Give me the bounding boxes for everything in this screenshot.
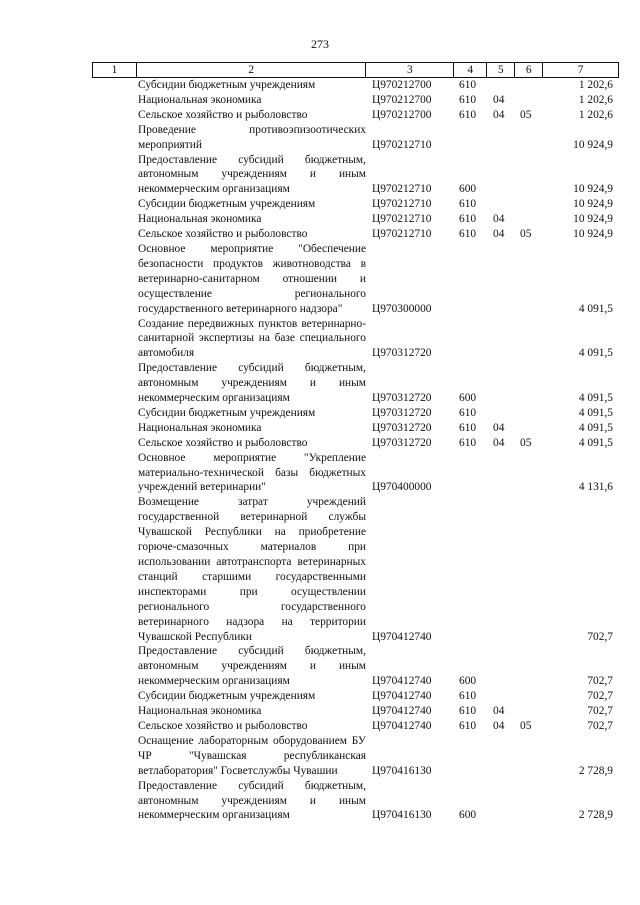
row-name-text: Сельское хозяйство и рыболовство	[138, 719, 308, 732]
row-vr-cell	[454, 317, 487, 362]
row-rz-cell	[487, 644, 515, 689]
row-code-text: Ц970312720	[372, 436, 432, 449]
page-number: 273	[311, 37, 329, 51]
row-sum-cell	[543, 406, 619, 421]
row-pr-cell	[515, 406, 543, 421]
row-pr-cell	[515, 227, 543, 242]
row-name-cell	[136, 78, 366, 93]
row-code-text: Ц970312720	[372, 406, 432, 419]
row-rz-text: 04	[493, 228, 505, 241]
row-col1-cell	[92, 451, 136, 496]
row-code-text: Ц970300000	[372, 302, 432, 315]
row-code-cell	[366, 704, 454, 719]
row-name-cell	[136, 704, 366, 719]
row-name-text: Национальная экономика	[138, 93, 262, 106]
row-sum-cell	[543, 704, 619, 719]
column-header-6: 6	[515, 63, 543, 77]
row-code-cell	[366, 436, 454, 451]
column-header-4: 4	[454, 63, 487, 77]
row-name-text: Предоставление субсидий бюджетным, автономным учреждениям и иным некоммерческим организациям	[138, 779, 366, 822]
row-rz-text: 04	[493, 719, 505, 732]
row-name-cell	[136, 212, 366, 227]
row-vr-text: 610	[459, 705, 477, 718]
row-name-text: Предоставление субсидий бюджетным, автономным учреждениям и иным некоммерческим организациям	[138, 362, 366, 405]
row-sum-cell	[543, 153, 619, 198]
row-name-text: Создание передвижных пунктов ветеринарно-санитарной экспертизы на базе специального автомобиля	[138, 317, 366, 360]
row-vr-cell	[454, 153, 487, 198]
row-name-cell	[136, 436, 366, 451]
row-sum-text: 10 924,9	[573, 198, 613, 211]
row-rz-text: 04	[493, 421, 505, 434]
row-sum-cell	[543, 451, 619, 496]
row-name-cell	[136, 361, 366, 406]
row-pr-cell	[515, 495, 543, 644]
table-body	[92, 78, 619, 823]
row-pr-cell	[515, 317, 543, 362]
row-sum-text: 702,7	[587, 630, 613, 643]
row-sum-text: 2 728,9	[578, 809, 613, 822]
row-pr-cell	[515, 93, 543, 108]
row-code-text: Ц970312720	[372, 347, 432, 360]
table-row	[92, 78, 619, 93]
row-col1-cell	[92, 123, 136, 153]
row-vr-cell	[454, 78, 487, 93]
row-name-text: Сельское хозяйство и рыболовство	[138, 108, 308, 121]
table-row	[92, 317, 619, 362]
row-name-text: Национальная экономика	[138, 213, 262, 226]
row-sum-text: 1 202,6	[578, 79, 613, 91]
table-row	[92, 734, 619, 779]
column-header-5: 5	[487, 63, 515, 77]
row-vr-text: 600	[459, 809, 477, 822]
row-rz-cell	[487, 93, 515, 108]
row-code-cell	[366, 197, 454, 212]
row-vr-cell	[454, 212, 487, 227]
row-name-text: Национальная экономика	[138, 705, 262, 718]
row-col1-cell	[92, 495, 136, 644]
table-row	[92, 212, 619, 227]
row-vr-cell	[454, 361, 487, 406]
table-row	[92, 719, 619, 734]
row-rz-cell	[487, 361, 515, 406]
row-sum-cell	[543, 644, 619, 689]
row-rz-cell	[487, 719, 515, 734]
row-sum-text: 10 924,9	[573, 183, 613, 196]
row-sum-text: 2 728,9	[578, 764, 613, 777]
row-code-text: Ц970400000	[372, 481, 432, 494]
row-sum-text: 4 091,5	[578, 406, 613, 419]
row-sum-text: 4 091,5	[578, 436, 613, 449]
row-rz-cell	[487, 197, 515, 212]
row-name-cell	[136, 197, 366, 212]
row-vr-cell	[454, 421, 487, 436]
row-sum-cell	[543, 779, 619, 824]
table-header	[92, 62, 619, 78]
row-col1-cell	[92, 93, 136, 108]
table-row	[92, 242, 619, 317]
row-vr-cell	[454, 779, 487, 824]
row-vr-text: 610	[459, 406, 477, 419]
column-header-2: 2	[137, 63, 367, 77]
row-pr-cell	[515, 212, 543, 227]
row-code-text: Ц970412740	[372, 690, 432, 703]
row-name-cell	[136, 644, 366, 689]
row-col1-cell	[92, 212, 136, 227]
row-col1-cell	[92, 436, 136, 451]
row-sum-text: 10 924,9	[573, 138, 613, 151]
row-sum-text: 4 091,5	[578, 392, 613, 405]
row-code-cell	[366, 451, 454, 496]
row-code-cell	[366, 644, 454, 689]
row-code-text: Ц970412740	[372, 630, 432, 643]
row-rz-cell	[487, 436, 515, 451]
row-col1-cell	[92, 704, 136, 719]
row-code-cell	[366, 361, 454, 406]
row-name-text: Проведение противоэпизоотических мероприятий	[138, 123, 366, 151]
row-rz-cell	[487, 704, 515, 719]
row-name-cell	[136, 451, 366, 496]
table-row	[92, 644, 619, 689]
row-name-cell	[136, 153, 366, 198]
row-code-cell	[366, 93, 454, 108]
row-sum-cell	[543, 495, 619, 644]
row-sum-text: 702,7	[587, 705, 613, 718]
row-name-cell	[136, 719, 366, 734]
row-name-text: Субсидии бюджетным учреждениям	[138, 690, 316, 703]
row-rz-cell	[487, 227, 515, 242]
table-row	[92, 108, 619, 123]
row-name-text: Субсидии бюджетным учреждениям	[138, 198, 316, 211]
row-name-cell	[136, 317, 366, 362]
row-col1-cell	[92, 108, 136, 123]
row-rz-text: 04	[493, 93, 505, 106]
row-col1-cell	[92, 689, 136, 704]
row-code-text: Ц970212710	[372, 138, 432, 151]
row-vr-cell	[454, 644, 487, 689]
row-vr-text: 610	[459, 690, 477, 703]
row-name-text: Субсидии бюджетным учреждениям	[138, 79, 316, 91]
row-pr-cell	[515, 78, 543, 93]
row-pr-cell	[515, 689, 543, 704]
row-code-text: Ц970212710	[372, 183, 432, 196]
row-vr-cell	[454, 689, 487, 704]
row-pr-cell	[515, 451, 543, 496]
table-row	[92, 495, 619, 644]
row-code-text: Ц970412740	[372, 719, 432, 732]
row-code-cell	[366, 212, 454, 227]
row-sum-cell	[543, 227, 619, 242]
row-rz-text: 04	[493, 213, 505, 226]
row-code-text: Ц970416130	[372, 809, 432, 822]
row-code-cell	[366, 495, 454, 644]
row-col1-cell	[92, 644, 136, 689]
row-vr-text: 600	[459, 675, 477, 688]
row-pr-cell	[515, 361, 543, 406]
row-pr-text: 05	[520, 436, 532, 449]
row-name-text: Национальная экономика	[138, 421, 262, 434]
row-name-text: Предоставление субсидий бюджетным, автономным учреждениям и иным некоммерческим организациям	[138, 645, 366, 688]
row-vr-cell	[454, 451, 487, 496]
row-sum-text: 702,7	[587, 719, 613, 732]
row-rz-cell	[487, 123, 515, 153]
row-vr-cell	[454, 197, 487, 212]
row-sum-text: 1 202,6	[578, 93, 613, 106]
row-col1-cell	[92, 361, 136, 406]
row-code-text: Ц970312720	[372, 421, 432, 434]
row-sum-cell	[543, 242, 619, 317]
row-pr-text: 05	[520, 719, 532, 732]
row-sum-text: 10 924,9	[573, 213, 613, 226]
row-code-cell	[366, 78, 454, 93]
row-name-text: Предоставление субсидий бюджетным, автономным учреждениям и иным некоммерческим организациям	[138, 153, 366, 196]
row-sum-cell	[543, 93, 619, 108]
row-col1-cell	[92, 153, 136, 198]
row-code-text: Ц970312720	[372, 392, 432, 405]
table-row	[92, 197, 619, 212]
row-sum-text: 702,7	[587, 675, 613, 688]
row-name-cell	[136, 123, 366, 153]
row-col1-cell	[92, 317, 136, 362]
row-name-cell	[136, 108, 366, 123]
row-name-text: Субсидии бюджетным учреждениям	[138, 406, 316, 419]
row-rz-cell	[487, 495, 515, 644]
row-code-cell	[366, 123, 454, 153]
row-sum-cell	[543, 719, 619, 734]
row-code-text: Ц970212710	[372, 228, 432, 241]
table-row	[92, 123, 619, 153]
row-rz-cell	[487, 689, 515, 704]
row-vr-text: 610	[459, 213, 477, 226]
column-header-3: 3	[366, 63, 454, 77]
row-rz-cell	[487, 242, 515, 317]
row-code-cell	[366, 406, 454, 421]
row-sum-text: 1 202,6	[578, 108, 613, 121]
row-rz-cell	[487, 734, 515, 779]
row-sum-text: 10 924,9	[573, 228, 613, 241]
row-sum-cell	[543, 689, 619, 704]
table-row	[92, 704, 619, 719]
row-vr-cell	[454, 108, 487, 123]
row-code-cell	[366, 421, 454, 436]
row-name-text: Оснащение лабораторным оборудованием БУ ЧР "Чувашская республиканская ветлаборатория" Госветслужбы Чувашии	[138, 734, 366, 777]
row-name-cell	[136, 495, 366, 644]
row-pr-cell	[515, 421, 543, 436]
row-pr-cell	[515, 644, 543, 689]
row-rz-text: 04	[493, 436, 505, 449]
row-code-text: Ц970212710	[372, 198, 432, 211]
row-pr-cell	[515, 436, 543, 451]
row-vr-cell	[454, 436, 487, 451]
row-code-cell	[366, 734, 454, 779]
row-sum-text: 4 091,5	[578, 347, 613, 360]
row-name-text: Сельское хозяйство и рыболовство	[138, 228, 308, 241]
row-pr-cell	[515, 153, 543, 198]
table-row	[92, 451, 619, 496]
row-sum-cell	[543, 734, 619, 779]
row-code-cell	[366, 108, 454, 123]
row-name-cell	[136, 734, 366, 779]
row-pr-text: 05	[520, 228, 532, 241]
row-pr-cell	[515, 734, 543, 779]
row-code-text: Ц970412740	[372, 675, 432, 688]
row-sum-cell	[543, 197, 619, 212]
row-pr-cell	[515, 779, 543, 824]
row-name-cell	[136, 779, 366, 824]
table-row	[92, 227, 619, 242]
row-vr-cell	[454, 242, 487, 317]
row-code-text: Ц970212700	[372, 93, 432, 106]
table-row	[92, 779, 619, 824]
row-name-text: Основное мероприятие "Обеспечение безопасности продуктов животноводства в ветеринарно-санитарном отношении и осуществление регионального государственного ветеринарного надзора"	[138, 242, 366, 315]
row-sum-cell	[543, 436, 619, 451]
row-code-text: Ц970212710	[372, 213, 432, 226]
row-pr-cell	[515, 197, 543, 212]
table-row	[92, 361, 619, 406]
row-rz-cell	[487, 317, 515, 362]
table-row	[92, 421, 619, 436]
row-name-cell	[136, 421, 366, 436]
row-vr-text: 610	[459, 198, 477, 211]
row-col1-cell	[92, 227, 136, 242]
row-vr-cell	[454, 227, 487, 242]
row-vr-text: 610	[459, 719, 477, 732]
column-header-1: 1	[93, 63, 137, 77]
row-code-cell	[366, 779, 454, 824]
row-pr-cell	[515, 242, 543, 317]
row-sum-cell	[543, 123, 619, 153]
column-header-7: 7	[543, 63, 619, 77]
row-name-cell	[136, 689, 366, 704]
row-vr-text: 610	[459, 79, 477, 91]
row-rz-cell	[487, 212, 515, 227]
budget-table	[92, 62, 619, 823]
row-vr-cell	[454, 123, 487, 153]
row-code-cell	[366, 689, 454, 704]
row-sum-text: 4 091,5	[578, 421, 613, 434]
row-code-text: Ц970212700	[372, 108, 432, 121]
row-name-cell	[136, 227, 366, 242]
row-rz-text: 04	[493, 108, 505, 121]
row-col1-cell	[92, 197, 136, 212]
row-col1-cell	[92, 406, 136, 421]
row-sum-cell	[543, 317, 619, 362]
row-code-text: Ц970416130	[372, 764, 432, 777]
row-pr-cell	[515, 108, 543, 123]
row-rz-text: 04	[493, 705, 505, 718]
row-vr-text: 600	[459, 183, 477, 196]
row-vr-cell	[454, 734, 487, 779]
row-code-text: Ц970212700	[372, 79, 432, 91]
row-name-text: Сельское хозяйство и рыболовство	[138, 436, 308, 449]
row-vr-text: 610	[459, 93, 477, 106]
table-row	[92, 93, 619, 108]
row-name-text: Основное мероприятие "Укрепление материально-технической базы бюджетных учреждений ветеринарии"	[138, 451, 366, 494]
row-sum-text: 4 131,6	[578, 481, 613, 494]
row-vr-text: 610	[459, 228, 477, 241]
row-vr-cell	[454, 93, 487, 108]
row-name-cell	[136, 93, 366, 108]
row-col1-cell	[92, 242, 136, 317]
row-rz-cell	[487, 451, 515, 496]
table-row	[92, 689, 619, 704]
row-sum-cell	[543, 361, 619, 406]
row-col1-cell	[92, 78, 136, 93]
table-row	[92, 436, 619, 451]
row-pr-cell	[515, 704, 543, 719]
row-rz-cell	[487, 406, 515, 421]
row-col1-cell	[92, 734, 136, 779]
row-vr-text: 610	[459, 436, 477, 449]
row-rz-cell	[487, 108, 515, 123]
row-col1-cell	[92, 719, 136, 734]
row-sum-cell	[543, 212, 619, 227]
row-code-text: Ц970412740	[372, 705, 432, 718]
table-row	[92, 406, 619, 421]
row-code-cell	[366, 719, 454, 734]
row-code-cell	[366, 242, 454, 317]
table-row	[92, 153, 619, 198]
row-vr-cell	[454, 704, 487, 719]
row-vr-text: 610	[459, 421, 477, 434]
row-pr-cell	[515, 719, 543, 734]
row-sum-cell	[543, 78, 619, 93]
row-name-cell	[136, 406, 366, 421]
row-rz-cell	[487, 421, 515, 436]
row-rz-cell	[487, 153, 515, 198]
row-vr-text: 600	[459, 392, 477, 405]
row-code-cell	[366, 227, 454, 242]
row-col1-cell	[92, 779, 136, 824]
row-code-cell	[366, 317, 454, 362]
row-sum-cell	[543, 108, 619, 123]
row-vr-cell	[454, 406, 487, 421]
row-rz-cell	[487, 78, 515, 93]
row-sum-text: 4 091,5	[578, 302, 613, 315]
row-code-cell	[366, 153, 454, 198]
row-sum-cell	[543, 421, 619, 436]
row-name-cell	[136, 242, 366, 317]
row-pr-cell	[515, 123, 543, 153]
row-rz-cell	[487, 779, 515, 824]
row-pr-text: 05	[520, 108, 532, 121]
row-sum-text: 702,7	[587, 690, 613, 703]
row-name-text: Возмещение затрат учреждений государственной ветеринарной службы Чувашской Республики на приобретение горюче-смазочных материалов при использовании автотранспорта ветеринарных станций старшими государственными инспекторами при осуществлении регионального государственного ветеринарного надзора на территории Чувашской Республики	[138, 496, 366, 643]
row-vr-cell	[454, 495, 487, 644]
row-vr-text: 610	[459, 108, 477, 121]
row-col1-cell	[92, 421, 136, 436]
row-vr-cell	[454, 719, 487, 734]
